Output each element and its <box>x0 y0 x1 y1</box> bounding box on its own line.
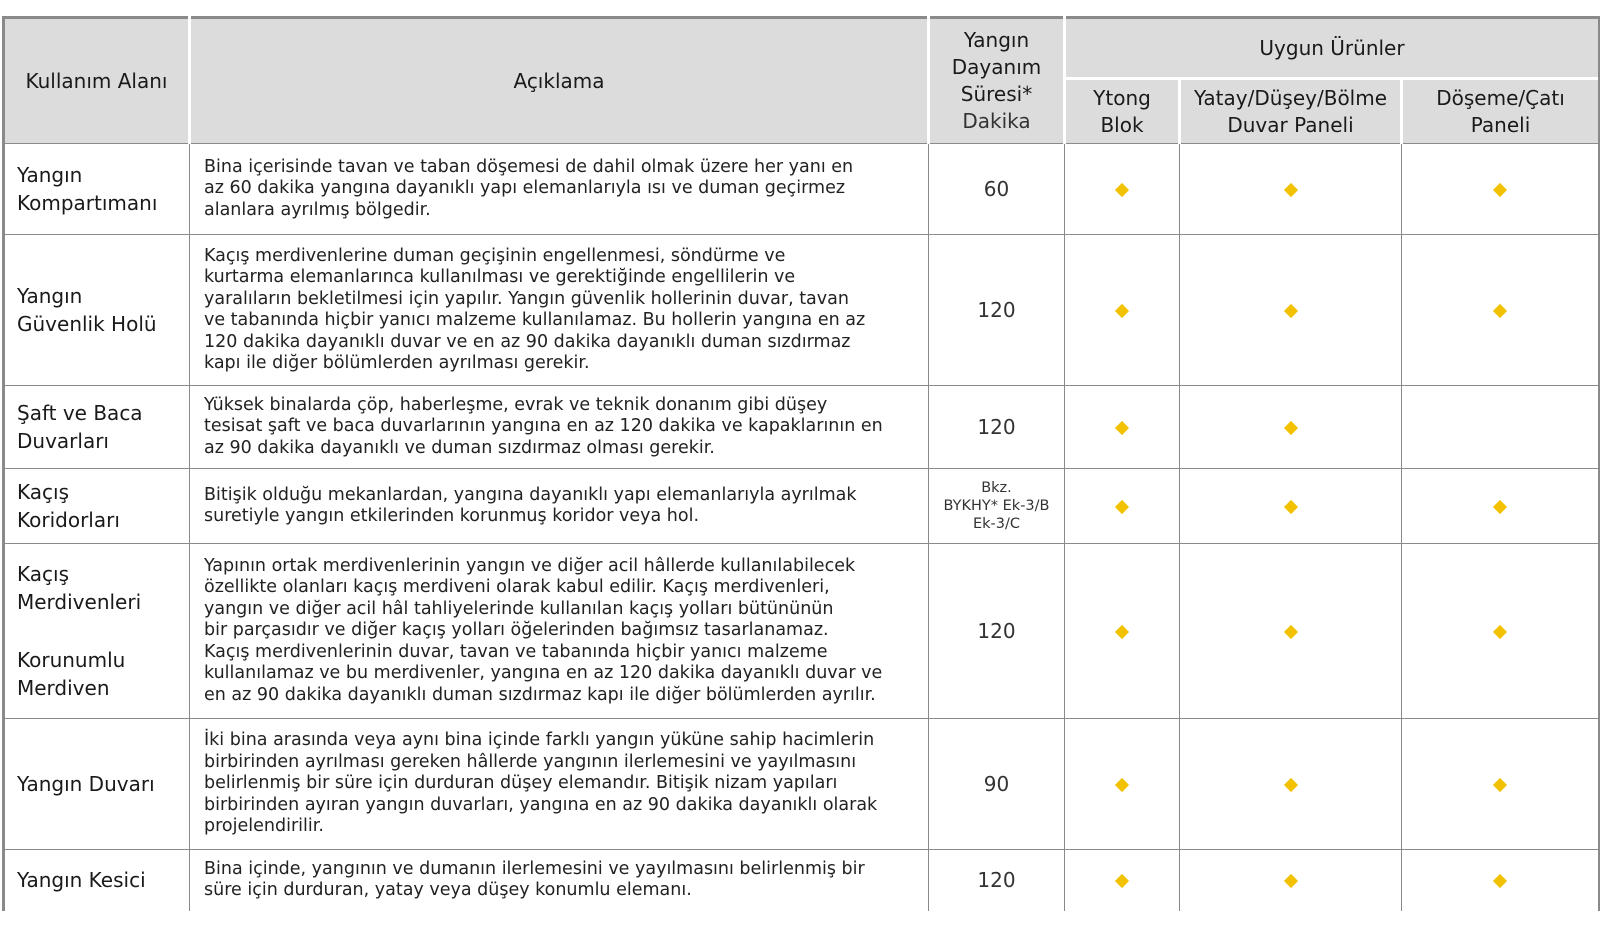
usage-area-text: Yangın <box>17 163 83 187</box>
usage-area-text: Kaçış <box>17 480 69 504</box>
description-cell <box>190 469 929 544</box>
duration-reference-line: Ek-3/C <box>972 516 1021 532</box>
header-floor-panel-line-2: Paneli <box>1470 112 1531 137</box>
wall-panel-cell <box>1180 386 1402 469</box>
ytong-block-cell <box>1065 386 1180 469</box>
fire-resistance-table-container <box>2 16 1598 911</box>
duration-cell: 60 <box>929 144 1065 235</box>
header-wall-panel-line-1: Yatay/Düşey/Bölme <box>1193 85 1388 110</box>
header-fire-resistance-duration <box>929 18 1065 144</box>
usage-area-text: Korunumlu <box>17 648 126 672</box>
wall-panel-cell <box>1180 144 1402 235</box>
header-suitable-products <box>1065 18 1600 79</box>
description-line: Yüksek binalarda çöp, haberleşme, evrak ve teknik donanım gibi düşey <box>204 394 828 415</box>
diamond-icon <box>1493 182 1507 196</box>
description-cell <box>190 144 929 235</box>
duration-cell <box>929 469 1065 544</box>
header-usage-area <box>4 18 190 144</box>
diamond-icon <box>1283 874 1297 888</box>
description-line: kapı ile diğer bölümlerden ayrılması gerekir. <box>204 353 590 373</box>
usage-area-gap <box>17 616 189 646</box>
wall-panel-cell <box>1180 235 1402 386</box>
description-line: Yapının ortak merdivenlerinin yangın ve diğer acil hâllerde kullanılabilecek <box>204 555 856 576</box>
floor-roof-panel-cell <box>1402 386 1600 469</box>
duration-cell: 120 <box>929 544 1065 719</box>
description-line: yangın ve diğer acil hâl tahliyelerinde kullanılan kaçış yolları bütününün <box>204 598 834 619</box>
diamond-icon <box>1283 499 1297 513</box>
usage-area-text: Koridorları <box>17 508 120 532</box>
diamond-icon <box>1493 303 1507 317</box>
description-line: bir parçasıdır ve diğer kaçış yolları öğelerinden bağımsız tasarlanamaz. <box>204 620 829 641</box>
usage-area-cell <box>4 850 190 911</box>
table-row <box>4 544 1600 719</box>
usage-area-text: Güvenlik Holü <box>17 312 157 336</box>
fire-resistance-table <box>2 16 1600 911</box>
usage-area-cell <box>4 719 190 850</box>
description-line: ve tabanında hiçbir yanıcı malzeme kullanılamaz. Bu hollerin yangına en az <box>204 310 866 330</box>
ytong-block-cell <box>1065 719 1180 850</box>
description-cell <box>190 386 929 469</box>
description-cell <box>190 719 929 850</box>
table-row <box>4 719 1600 850</box>
diamond-icon <box>1115 624 1129 638</box>
usage-area-cell <box>4 144 190 235</box>
description-line: az 60 dakika yangına dayanıklı yapı elemanlarıyla ısı ve duman geçirmez <box>204 178 846 199</box>
description-line: kullanılamaz ve bu merdivenler, yangına en az 120 dakika dayanıklı duvar ve <box>204 663 883 684</box>
description-cell <box>190 850 929 911</box>
header-description <box>190 18 929 144</box>
wall-panel-cell <box>1180 544 1402 719</box>
description-cell <box>190 544 929 719</box>
header-description-label: Açıklama <box>513 68 605 93</box>
ytong-block-cell <box>1065 469 1180 544</box>
usage-area-text: Yangın Duvarı <box>17 772 155 796</box>
description-cell <box>190 235 929 386</box>
header-ytong-line-2: Blok <box>1100 112 1144 137</box>
diamond-icon <box>1283 420 1297 434</box>
duration-cell: 90 <box>929 719 1065 850</box>
header-duration-line-2: Dayanım <box>951 55 1042 79</box>
floor-roof-panel-cell <box>1402 719 1600 850</box>
header-wall-panel-line-2: Duvar Paneli <box>1227 112 1354 137</box>
description-line: Kaçış merdivenlerine duman geçişinin engellenmesi, söndürme ve <box>204 245 786 266</box>
header-duration-line-1: Yangın <box>963 28 1030 52</box>
duration-reference-line: Bkz. <box>981 480 1012 496</box>
header-suitable-products-label: Uygun Ürünler <box>1259 35 1405 60</box>
description-line: suretiyle yangın etkilerinden korunmuş koridor veya hol. <box>204 506 700 526</box>
header-ytong-block <box>1065 79 1180 144</box>
diamond-icon <box>1493 777 1507 791</box>
diamond-icon <box>1283 303 1297 317</box>
description-line: Kaçış merdivenlerinin duvar, tavan ve tabanında hiçbir yanıcı malzeme <box>204 641 828 662</box>
duration-cell: 120 <box>929 386 1065 469</box>
diamond-icon <box>1115 499 1129 513</box>
header-wall-panel <box>1180 79 1402 144</box>
diamond-icon <box>1115 777 1129 791</box>
usage-area-text: Duvarları <box>17 429 109 453</box>
ytong-block-cell <box>1065 144 1180 235</box>
description-line: Bina içinde, yangının ve dumanın ilerlemesini ve yayılmasını belirlenmiş bir <box>204 858 865 879</box>
description-line: özellikte olanları kaçış merdiveni olarak kabul edilir. Kaçış merdivenleri, <box>204 577 830 598</box>
description-line: alanlara ayrılmış bölgedir. <box>204 199 431 220</box>
diamond-icon <box>1115 182 1129 196</box>
header-floor-roof-panel <box>1402 79 1600 144</box>
description-line: birbirinden ayıran yangın duvarları, yangına en az 90 dakika dayanıklı olarak <box>204 794 878 815</box>
description-line: en az 90 dakika dayanıklı duman sızdırmaz kapı ile diğer bölümlerden ayrılır. <box>204 684 876 705</box>
header-duration-unit: Dakika <box>962 109 1031 133</box>
description-line: 120 dakika dayanıklı duvar ve en az 90 dakika dayanıklı duman sızdırmaz <box>204 331 851 352</box>
floor-roof-panel-cell <box>1402 144 1600 235</box>
usage-area-cell <box>4 469 190 544</box>
wall-panel-cell <box>1180 469 1402 544</box>
usage-area-text: Merdivenleri <box>17 590 142 614</box>
diamond-icon <box>1115 303 1129 317</box>
floor-roof-panel-cell <box>1402 469 1600 544</box>
header-floor-panel-line-1: Döşeme/Çatı <box>1436 85 1565 110</box>
diamond-icon <box>1115 420 1129 434</box>
usage-area-text: Kompartımanı <box>17 191 158 215</box>
description-line: Bitişik olduğu mekanlardan, yangına dayanıklı yapı elemanlarıyla ayrılmak <box>204 484 857 505</box>
description-line: az 90 dakika dayanıklı ve duman sızdırmaz olması gerekir. <box>204 437 715 458</box>
duration-cell: 120 <box>929 850 1065 911</box>
floor-roof-panel-cell <box>1402 544 1600 719</box>
table-row <box>4 386 1600 469</box>
description-line: birbirinden ayrılması gereken hâllerde yangının ilerlemesini ve yayılmasını <box>204 751 857 772</box>
usage-area-cell <box>4 235 190 386</box>
usage-area-cell <box>4 386 190 469</box>
floor-roof-panel-cell <box>1402 850 1600 911</box>
table-row <box>4 144 1600 235</box>
usage-area-text: Yangın Kesici <box>17 868 146 893</box>
usage-area-text: Yangın <box>17 284 83 308</box>
ytong-block-cell <box>1065 850 1180 911</box>
table-row <box>4 850 1600 911</box>
diamond-icon <box>1283 624 1297 638</box>
usage-area-text: Şaft ve Baca <box>17 401 143 425</box>
description-line: süre için durduran, yatay veya düşey konumlu elemanı. <box>204 880 692 901</box>
header-ytong-line-1: Ytong <box>1093 85 1151 110</box>
ytong-block-cell <box>1065 235 1180 386</box>
diamond-icon <box>1493 624 1507 638</box>
usage-area-cell <box>4 544 190 719</box>
duration-reference-line: BYKHY* Ek-3/B <box>943 498 1050 514</box>
diamond-icon <box>1283 182 1297 196</box>
table-row <box>4 469 1600 544</box>
ytong-block-cell <box>1065 544 1180 719</box>
description-line: Bina içerisinde tavan ve taban döşemesi de dahil olmak üzere her yanı en <box>204 156 854 177</box>
usage-area-text: Merdiven <box>17 676 110 700</box>
header-usage-area-label: Kullanım Alanı <box>25 68 168 93</box>
wall-panel-cell <box>1180 719 1402 850</box>
usage-area-text: Kaçış <box>17 562 69 586</box>
diamond-icon <box>1493 499 1507 513</box>
description-line: İki bina arasında veya aynı bina içinde farklı yangın yüküne sahip hacimlerin <box>204 730 875 751</box>
description-line: projelendirilir. <box>204 816 324 837</box>
diamond-icon <box>1115 874 1129 888</box>
floor-roof-panel-cell <box>1402 235 1600 386</box>
description-line: yaralıların bekletilmesi için yapılır. Yangın güvenlik hollerinin duvar, tavan <box>204 288 849 309</box>
description-line: belirlenmiş bir süre için durduran düşey elemandır. Bitişik nizam yapıları <box>204 773 838 794</box>
header-duration-line-3: Süresi* <box>960 82 1033 106</box>
description-line: tesisat şaft ve baca duvarlarının yangına en az 120 dakika ve kapaklarının en <box>204 416 883 437</box>
diamond-icon <box>1283 777 1297 791</box>
description-line: kurtarma elemanlarınca kullanılması ve gerektiğinde engellilerin ve <box>204 267 796 287</box>
wall-panel-cell <box>1180 850 1402 911</box>
diamond-icon <box>1493 874 1507 888</box>
table-row <box>4 235 1600 386</box>
duration-cell: 120 <box>929 235 1065 386</box>
